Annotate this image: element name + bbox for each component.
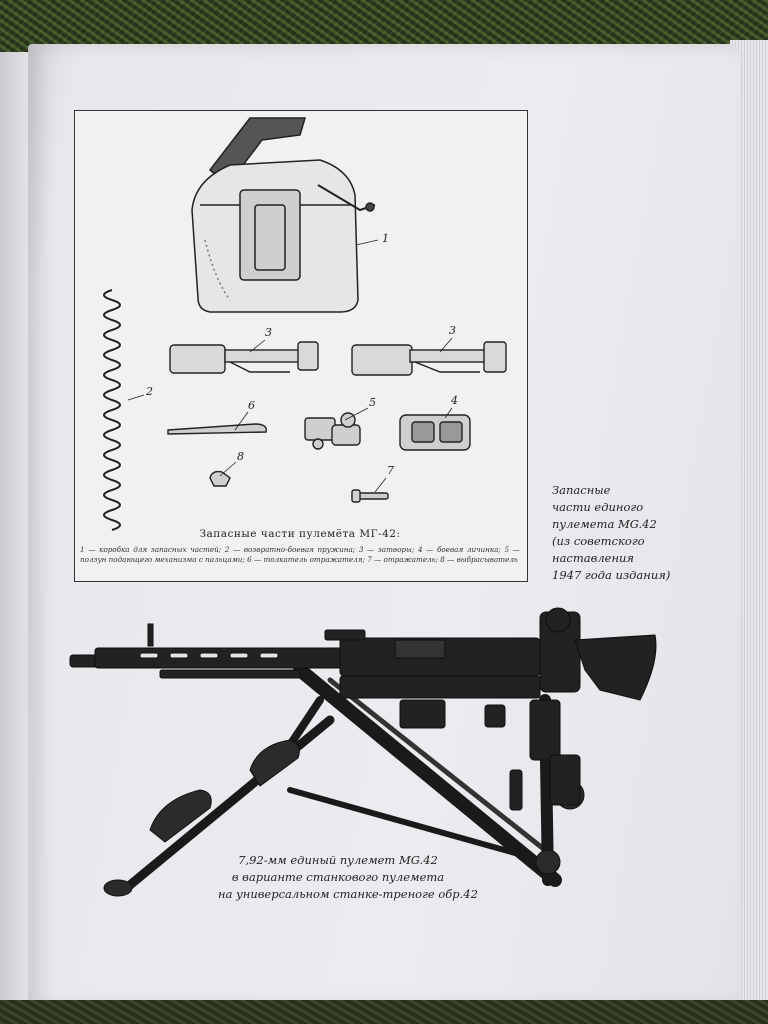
- label-3-left: 3: [265, 326, 272, 339]
- side-caption-line: части единого: [552, 500, 644, 514]
- label-8: 8: [237, 450, 244, 463]
- photo-caption-line: в варианте станкового пулемета: [231, 870, 445, 884]
- label-4: 4: [451, 394, 458, 407]
- figure-title: Запасные части пулемёта МГ-42:: [199, 528, 401, 540]
- side-caption-line: Запасные: [552, 483, 611, 497]
- side-caption-line: (из советского: [552, 534, 645, 548]
- photo-caption: [218, 852, 478, 903]
- photo-caption-line: 7,92-мм единый пулемет MG.42: [238, 853, 438, 867]
- label-7: 7: [387, 464, 394, 477]
- label-1: 1: [382, 232, 389, 245]
- side-caption-line: пулемета MG.42: [552, 517, 657, 531]
- figure-legend: 1 — коробка для запасных частей; 2 — возвратно-боевая пружина; 3 — затворы; 4 — боевая личинка; 5 — ползун подающего механизма с пальцами; 6 — толкатель отражателя; 7 — отражатель; 8 — выбрасыватель: [80, 545, 520, 564]
- side-caption-line: наставления: [552, 551, 635, 565]
- label-6: 6: [248, 399, 255, 412]
- label-5: 5: [369, 396, 376, 409]
- photo-caption-line: на универсальном станке-треноге обр.42: [218, 887, 478, 901]
- grass-foreground: [0, 1000, 768, 1024]
- label-3-right: 3: [449, 324, 456, 337]
- label-2: 2: [146, 385, 153, 398]
- side-caption-line: 1947 года издания): [552, 568, 671, 582]
